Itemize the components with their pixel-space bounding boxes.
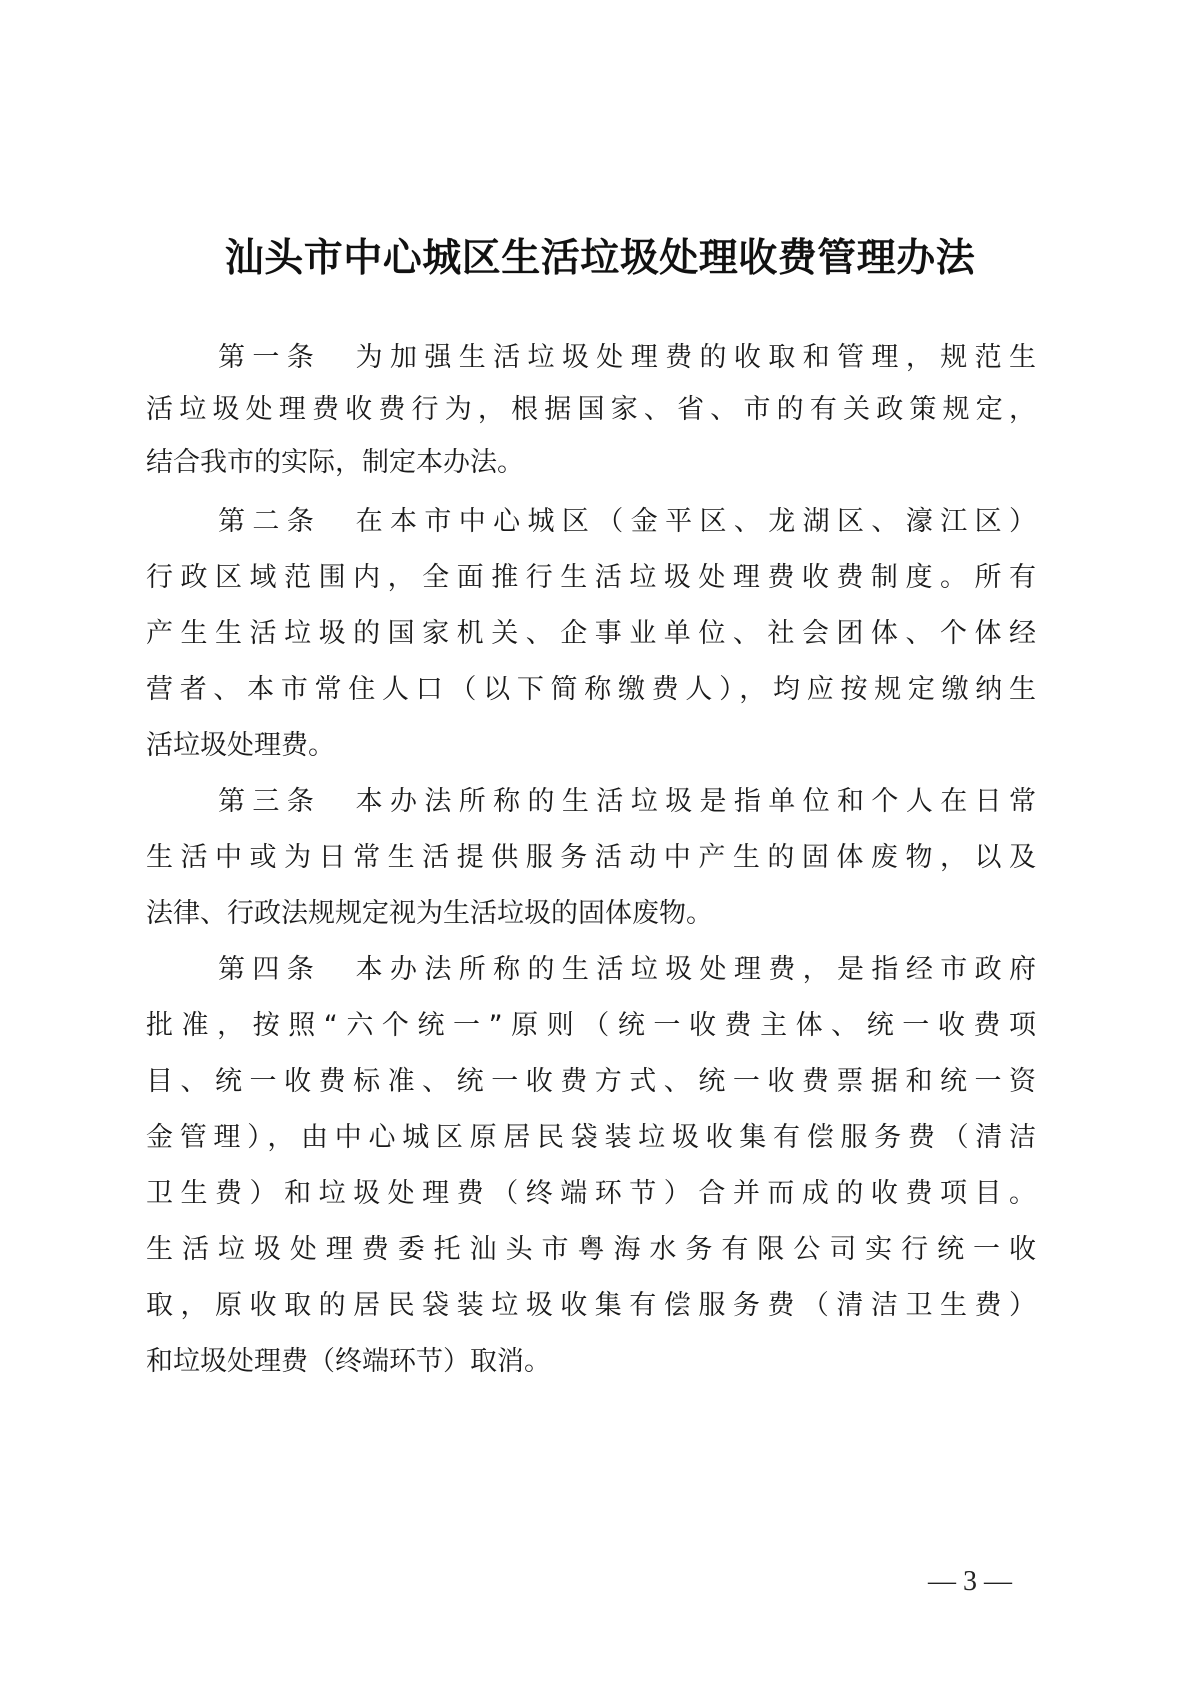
article-4-line-5: 卫生费）和垃圾处理费（终端环节）合并而成的收费项目。 (146, 1178, 1036, 1209)
article-2-line-2: 行政区域范围内，全面推行生活垃圾处理费收费制度。所有 (146, 562, 1036, 593)
article-4-line-1: 第四条 本办法所称的生活垃圾处理费，是指经市政府 (218, 954, 1036, 985)
document-title: 汕头市中心城区生活垃圾处理收费管理办法 (224, 235, 976, 281)
article-4-line-7: 取，原收取的居民袋装垃圾收集有偿服务费（清洁卫生费） (146, 1290, 1036, 1321)
article-4-line-8: 和垃圾处理费（终端环节）取消。 (146, 1346, 551, 1377)
article-2-line-5: 活垃圾处理费。 (146, 730, 335, 761)
article-1-line-2: 活垃圾处理费收费行为，根据国家、省、市的有关政策规定， (146, 394, 1036, 425)
article-3-line-1: 第三条 本办法所称的生活垃圾是指单位和个人在日常 (218, 786, 1036, 817)
article-4-line-4: 金管理），由中心城区原居民袋装垃圾收集有偿服务费（清洁 (146, 1122, 1036, 1153)
article-4-line-6: 生活垃圾处理费委托汕头市粤海水务有限公司实行统一收 (146, 1234, 1036, 1265)
article-2-line-3: 产生生活垃圾的国家机关、企事业单位、社会团体、个体经 (146, 618, 1036, 649)
article-1-line-3: 结合我市的实际，制定本办法。 (146, 447, 524, 478)
article-1-line-1: 第一条 为加强生活垃圾处理费的收取和管理，规范生 (218, 342, 1036, 373)
article-3-line-2: 生活中或为日常生活提供服务活动中产生的固体废物，以及 (146, 842, 1036, 873)
article-4-line-2: 批准，按照“六个统一”原则（统一收费主体、统一收费项 (146, 1010, 1036, 1041)
article-3-line-3: 法律、行政法规规定视为生活垃圾的固体废物。 (146, 898, 713, 929)
article-2-line-1: 第二条 在本市中心城区（金平区、龙湖区、濠江区） (218, 506, 1036, 537)
article-4-line-3: 目、统一收费标准、统一收费方式、统一收费票据和统一资 (146, 1066, 1036, 1097)
article-2-line-4: 营者、本市常住人口（以下简称缴费人），均应按规定缴纳生 (146, 674, 1036, 705)
page-number: — 3 — (928, 1566, 1012, 1597)
